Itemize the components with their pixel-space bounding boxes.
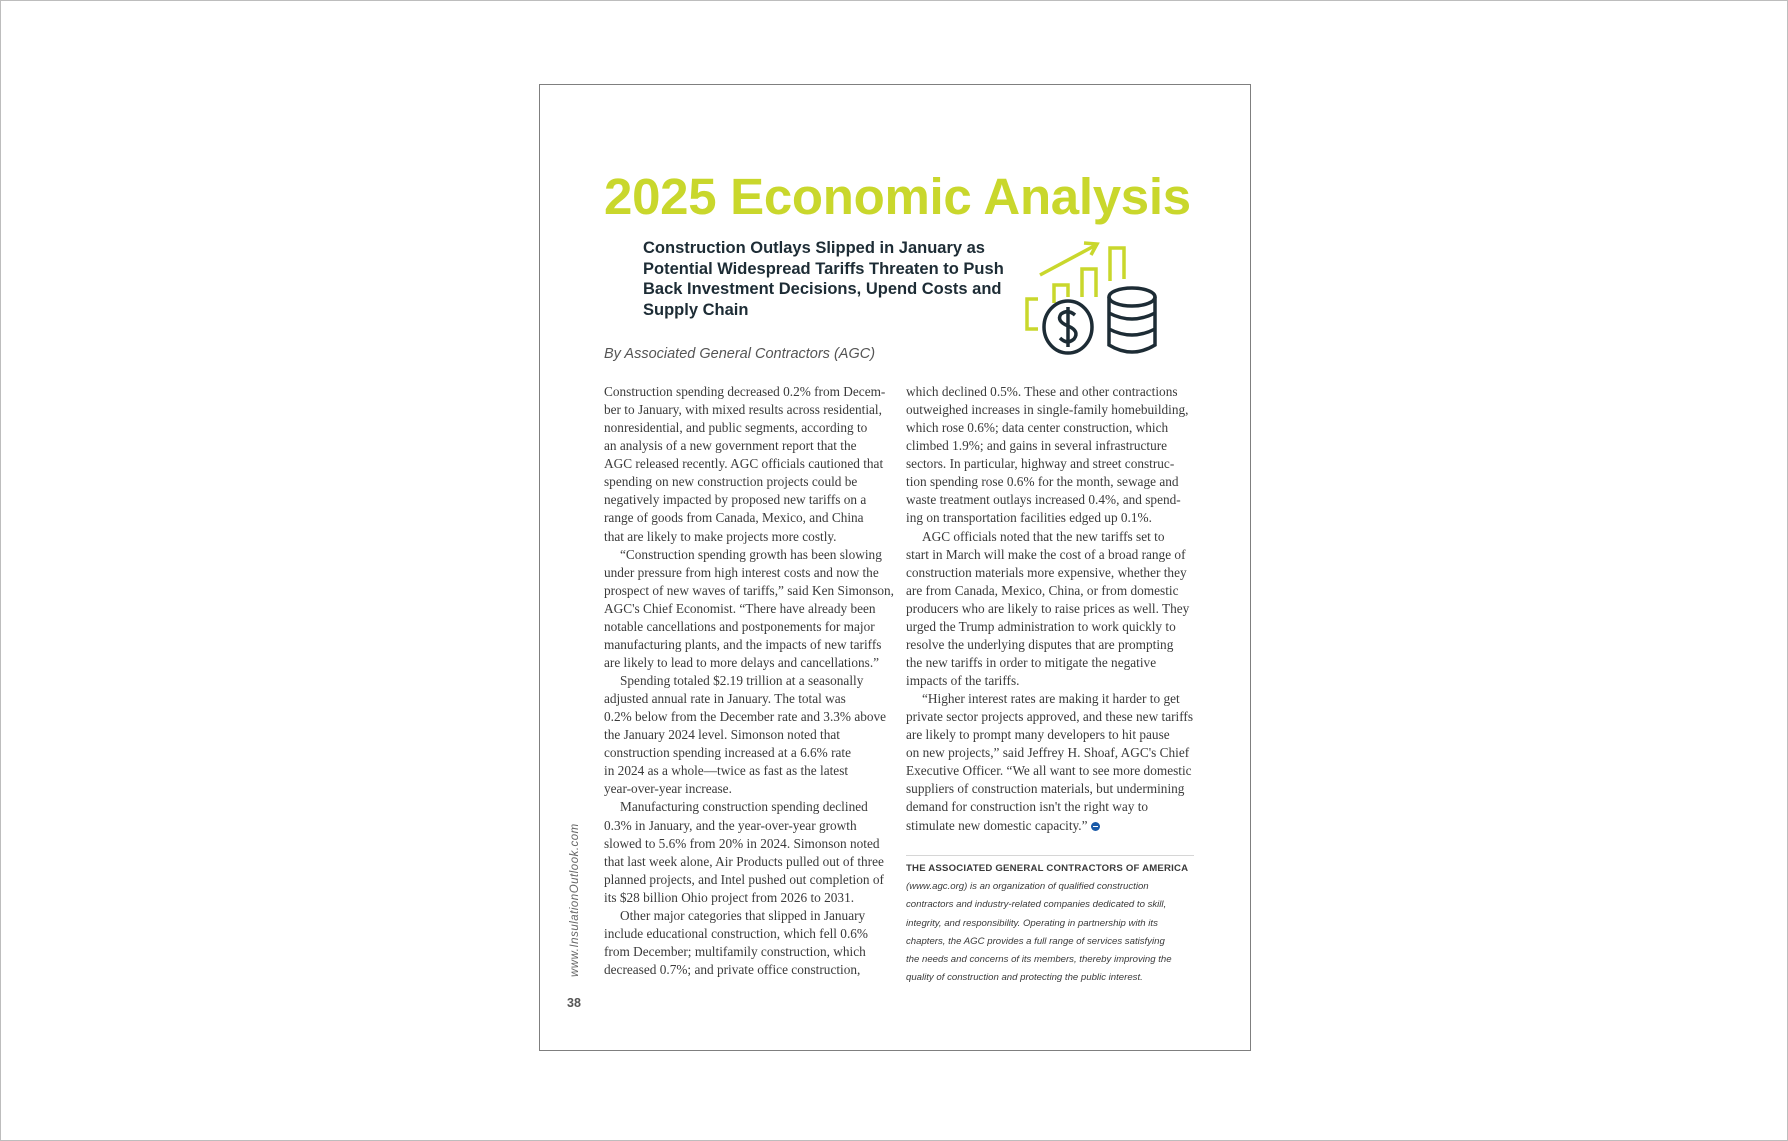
body-text-line (906, 744, 1196, 762)
bio-line: contractors and industry-related companies dedicated to skill, (906, 899, 1167, 911)
body-text-line (604, 437, 888, 455)
body-text: suppliers of construction materials, but undermining (906, 781, 1185, 797)
body-text: which rose 0.6%; data center construction, which (906, 420, 1169, 436)
body-text: the new tariffs in order to mitigate the negative (906, 654, 1157, 670)
body-text: sectors. In particular, highway and street construc- (906, 456, 1175, 472)
body-text: 0.2% below from the December rate and 3.3% above (604, 709, 887, 725)
body-text-line (604, 744, 888, 762)
body-text: slowed to 5.6% from 20% in 2024. Simonson noted (604, 835, 880, 851)
body-text-line (906, 383, 1196, 401)
body-text-line (906, 582, 1196, 600)
body-text-line (906, 455, 1196, 473)
body-text: that are likely to make projects more costly. (604, 528, 837, 544)
body-text: Manufacturing construction spending declined (620, 799, 868, 815)
body-text-line (604, 762, 888, 780)
bio-line: integrity, and responsibility. Operating in partnership with its (906, 917, 1158, 929)
body-text-line (604, 780, 888, 798)
body-text: include educational construction, which fell 0.6% (604, 925, 869, 941)
body-text-line (906, 401, 1196, 419)
body-text-line (604, 708, 888, 726)
website-url: www.InsulationOutlook.com (569, 823, 581, 977)
body-text: are likely to prompt many developers to hit pause (906, 727, 1170, 743)
body-text-line (906, 600, 1196, 618)
body-text-line (604, 889, 888, 907)
body-text-line (906, 817, 1196, 835)
body-text-line (906, 690, 1196, 708)
subtitle-line: Potential Widespread Tariffs Threaten to Push (643, 259, 1004, 278)
body-text: planned projects, and Intel pushed out completion of (604, 871, 884, 887)
body-text-line (906, 618, 1196, 636)
bio-divider (906, 855, 1194, 856)
body-text-line (604, 419, 888, 437)
body-text-line (604, 528, 888, 546)
body-text: Other major categories that slipped in January (620, 907, 866, 923)
body-text-line (604, 654, 888, 672)
body-text: which declined 0.5%. These and other contractions (906, 384, 1178, 399)
body-text: 0.3% in January, and the year-over-year growth (604, 817, 857, 833)
body-text: tion spending rose 0.6% for the month, sewage and (906, 474, 1179, 490)
body-text-line (906, 437, 1196, 455)
bio-line: chapters, the AGC provides a full range of services satisfying (906, 935, 1165, 947)
body-text-line (906, 762, 1196, 780)
body-text: Executive Officer. “We all want to see more domestic (906, 763, 1192, 779)
body-text-line (604, 871, 888, 889)
body-text: private sector projects approved, and these new tariffs (906, 709, 1194, 725)
body-text: range of goods from Canada, Mexico, and China (604, 510, 864, 526)
body-text: “Construction spending growth has been slowing (620, 546, 882, 562)
body-text: AGC officials noted that the new tariffs set to (922, 528, 1165, 544)
body-text-line (604, 509, 888, 527)
body-text: construction materials more expensive, whether they (906, 564, 1187, 580)
body-text-line (906, 528, 1196, 546)
body-text-line (604, 672, 888, 690)
body-text: under pressure from high interest costs and now the (604, 564, 879, 580)
subtitle-line: Construction Outlays Slipped in January as (643, 239, 985, 257)
body-text: that last week alone, Air Products pulled out of three (604, 853, 884, 869)
body-column-right (906, 383, 1196, 835)
body-text-line (906, 419, 1196, 437)
body-text-line (906, 798, 1196, 816)
body-text-line (906, 473, 1196, 491)
body-text: prospect of new waves of tariffs,” said Ken Simonson, (604, 582, 895, 598)
magazine-page (539, 84, 1251, 1051)
body-text-line (604, 383, 888, 401)
body-text: AGC released recently. AGC officials cautioned that (604, 456, 884, 472)
body-text: start in March will make the cost of a broad range of (906, 546, 1186, 562)
body-text: Spending totaled $2.19 trillion at a seasonally (620, 673, 864, 688)
chart-with-coins-icon (1024, 241, 1158, 357)
body-text: ber to January, with mixed results across residential, (604, 402, 882, 418)
body-text-line (604, 600, 888, 618)
body-text: outweighed increases in single-family homebuilding, (906, 402, 1189, 418)
body-text: urged the Trump administration to work quickly to (906, 618, 1176, 634)
body-text: negatively impacted by proposed new tariffs on a (604, 492, 867, 508)
body-text-line (604, 636, 888, 654)
body-text: waste treatment outlays increased 0.4%, and spend- (906, 492, 1181, 508)
body-text: climbed 1.9%; and gains in several infrastructure (906, 438, 1168, 454)
body-text: spending on new construction projects could be (604, 474, 858, 490)
body-text-line (604, 582, 895, 600)
body-text-line (604, 907, 888, 925)
body-text: impacts of the tariffs. (906, 673, 1020, 688)
body-text-line (906, 708, 1196, 726)
body-text-line (604, 690, 888, 708)
body-text-line (604, 618, 888, 636)
body-text-line (604, 835, 888, 853)
body-text: “Higher interest rates are making it harder to get (922, 691, 1180, 707)
body-text-line (604, 943, 888, 961)
body-text: resolve the underlying disputes that are prompting (906, 636, 1174, 652)
body-text: manufacturing plants, and the impacts of new tariffs (604, 636, 882, 652)
body-text: notable cancellations and postponements for major (604, 618, 875, 634)
body-text-line (906, 636, 1196, 654)
body-text: stimulate new domestic capacity.” (906, 817, 1088, 833)
body-text: are from Canada, Mexico, China, or from domestic (906, 582, 1179, 598)
body-text-line (604, 798, 888, 816)
body-column-left (604, 383, 895, 979)
bio-line: the needs and concerns of its members, thereby improving the (906, 954, 1172, 966)
body-text: construction spending increased at a 6.6% rate (604, 745, 852, 761)
body-text-line (906, 546, 1196, 564)
body-text: nonresidential, and public segments, according to (604, 420, 868, 436)
body-text: demand for construction isn't the right way to (906, 799, 1149, 815)
body-text: AGC's Chief Economist. “There have already been (604, 600, 876, 616)
body-text: Construction spending decreased 0.2% from Decem- (604, 384, 886, 399)
body-text-line (906, 726, 1196, 744)
body-text-line (604, 853, 888, 871)
body-text-line (604, 401, 888, 419)
body-text-line (604, 564, 888, 582)
body-text-line (906, 780, 1196, 798)
body-text: from December; multifamily construction, which (604, 943, 866, 959)
body-text-line (604, 961, 888, 979)
body-text: an analysis of a new government report that the (604, 438, 857, 454)
body-text: producers who are likely to raise prices as well. They (906, 600, 1190, 616)
body-text-line (604, 726, 888, 744)
bio-heading: THE ASSOCIATED GENERAL CONTRACTORS OF AMERICA (906, 863, 1189, 874)
body-text: on new projects,” said Jeffrey H. Shoaf, AGC's Chief (906, 745, 1190, 761)
article-subtitle (643, 238, 1043, 321)
body-text-line (604, 817, 888, 835)
body-text-line (604, 455, 888, 473)
body-text-line (604, 491, 888, 509)
body-text-line (906, 564, 1196, 582)
bio-line: quality of construction and protecting the public interest. (906, 972, 1143, 984)
article-title: 2025 Economic Analysis (604, 168, 1191, 225)
body-text: ing on transportation facilities edged up 0.1%. (906, 510, 1152, 526)
page-number: 38 (567, 996, 581, 1010)
body-text: year-over-year increase. (604, 781, 732, 797)
body-text: adjusted annual rate in January. The total was (604, 691, 846, 707)
subtitle-line: Back Investment Decisions, Upend Costs and (643, 280, 1002, 299)
subtitle-line: Supply Chain (643, 301, 749, 320)
body-text-line (906, 491, 1196, 509)
body-text: the January 2024 level. Simonson noted that (604, 727, 840, 743)
body-text-line (604, 925, 888, 943)
bio-line: (www.agc.org) is an organization of qualified construction (906, 881, 1149, 893)
body-text-line (604, 546, 888, 564)
author-bio (906, 860, 1198, 987)
body-text: decreased 0.7%; and private office construction, (604, 962, 861, 977)
body-text: are likely to lead to more delays and cancellations.” (604, 654, 880, 670)
body-text-line (906, 672, 1196, 690)
body-text: in 2024 as a whole—twice as fast as the latest (604, 763, 849, 779)
end-of-article-icon (1091, 822, 1100, 831)
body-text-line (604, 473, 888, 491)
body-text: its $28 billion Ohio project from 2026 to 2031. (604, 889, 855, 905)
byline: By Associated General Contractors (AGC) (604, 346, 876, 362)
body-text-line (906, 509, 1196, 527)
body-text-line (906, 654, 1196, 672)
